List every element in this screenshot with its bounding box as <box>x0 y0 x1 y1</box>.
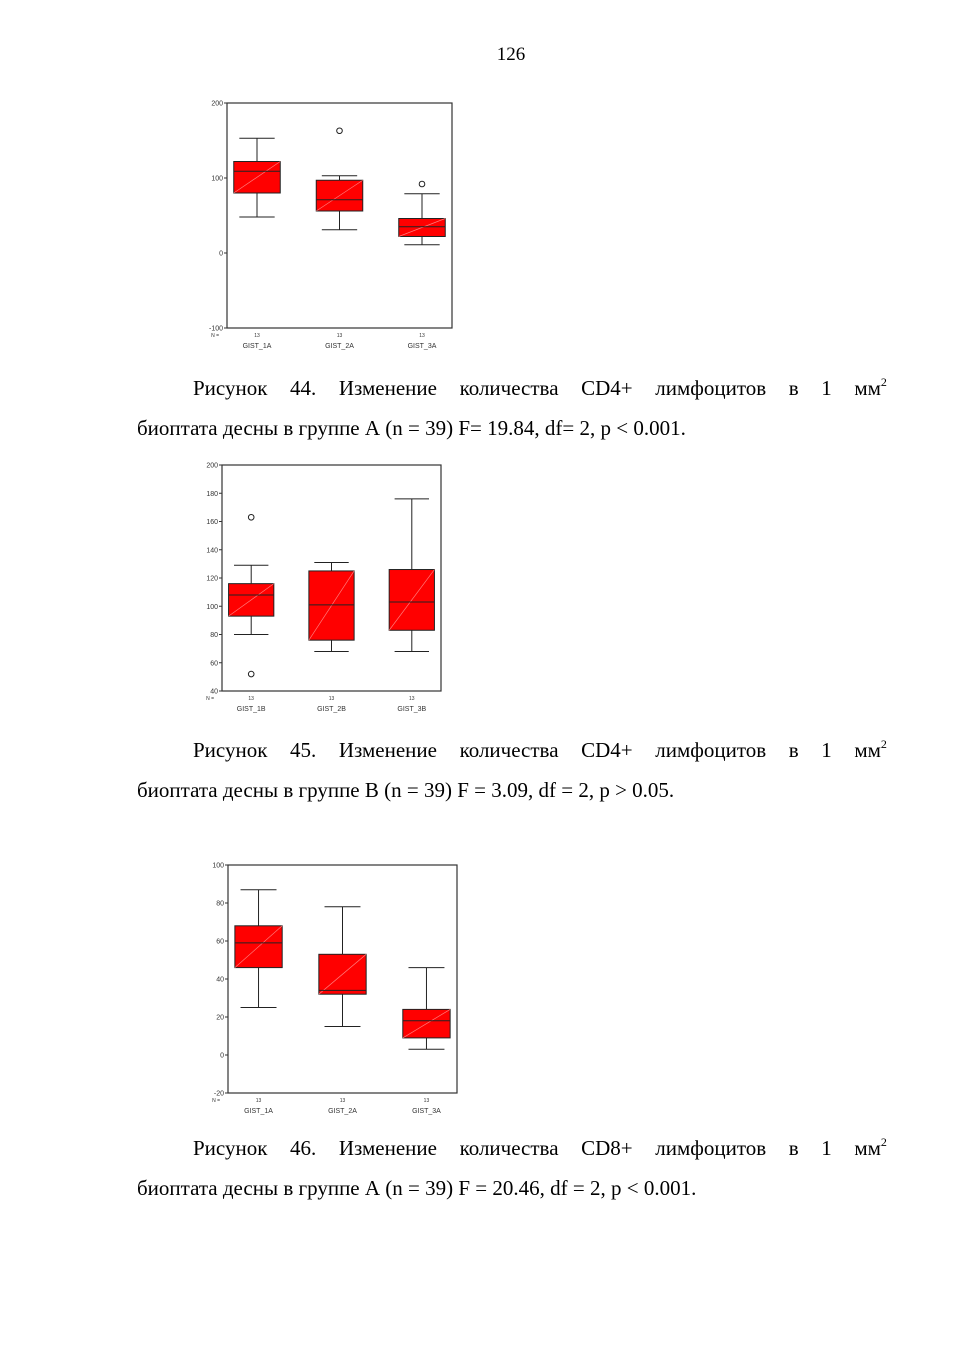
y-tick-label: 0 <box>219 250 223 258</box>
caption-word: Изменение <box>338 738 437 762</box>
y-tick-label: 60 <box>210 660 218 668</box>
caption-word: лимфоцитов <box>655 738 767 762</box>
caption-word: количества <box>459 1136 559 1160</box>
caption-line-2: биоптата десны в группе А (n = 39) F = 20.46, df = 2, p < 0.001. <box>137 1176 697 1200</box>
category-label: GIST_3B <box>397 706 427 713</box>
n-value: 13 <box>254 333 260 339</box>
n-value: 13 <box>248 696 254 702</box>
y-tick-label: -20 <box>213 1090 224 1098</box>
n-value: 13 <box>336 333 343 339</box>
caption-line-1 <box>137 730 887 770</box>
caption-word: CD8+ <box>581 1136 633 1160</box>
n-value: 13 <box>328 696 335 702</box>
caption-line-2: биоптата десны в группе В (n = 39) F = 3.09, df = 2, p > 0.05. <box>137 778 675 802</box>
caption-line-2: биоптата десны в группе А (n = 39) F= 19.84, df= 2, p < 0.001. <box>137 416 686 440</box>
figure-45-caption <box>137 730 887 810</box>
caption-word: 1 <box>821 738 832 762</box>
caption-word: Рисунок <box>193 376 268 400</box>
caption-word: 46. <box>290 1136 317 1160</box>
caption-unit-text: мм <box>854 1136 881 1160</box>
category-label: GIST_1A <box>242 343 272 350</box>
caption-word: Изменение <box>338 1136 437 1160</box>
caption-word: 44. <box>290 376 317 400</box>
y-tick-label: 0 <box>220 1052 224 1060</box>
y-tick-label: 80 <box>210 632 218 639</box>
n-value: 13 <box>255 1098 262 1104</box>
y-tick-label: 100 <box>211 175 223 183</box>
y-tick-label: 40 <box>216 976 224 984</box>
boxplot-chart-figure-45 <box>195 457 455 719</box>
y-tick-label: 80 <box>216 900 224 908</box>
y-tick-label: 100 <box>206 603 218 611</box>
caption-word: в <box>788 738 799 762</box>
y-tick-label: 160 <box>206 519 218 526</box>
caption-unit-superscript: 2 <box>880 737 887 751</box>
caption-unit-superscript: 2 <box>880 1135 887 1149</box>
y-tick-label: 200 <box>211 100 223 108</box>
caption-word: CD4+ <box>581 376 633 400</box>
caption-word: Рисунок <box>193 738 268 762</box>
n-value: 13 <box>339 1098 346 1104</box>
category-label: GIST_1A <box>244 1108 273 1115</box>
caption-unit-superscript: 2 <box>880 375 887 389</box>
figure-44-caption <box>137 368 887 448</box>
n-label: N = <box>206 696 214 702</box>
n-value: 13 <box>423 1098 430 1104</box>
n-value: 13 <box>419 333 425 339</box>
n-label: N = <box>211 333 219 339</box>
y-tick-label: 60 <box>216 938 224 946</box>
boxplot-chart-figure-44 <box>195 95 470 360</box>
caption-word: 45. <box>290 738 317 762</box>
category-label: GIST_2B <box>317 706 346 713</box>
page-number: 126 <box>496 44 526 65</box>
category-label: GIST_3A <box>407 343 437 350</box>
n-value: 13 <box>409 696 415 702</box>
caption-word: лимфоцитов <box>655 1136 767 1160</box>
y-tick-label: 40 <box>210 688 218 696</box>
caption-word: CD4+ <box>581 738 633 762</box>
y-tick-label: 180 <box>206 490 218 498</box>
caption-line-1 <box>137 1128 887 1168</box>
y-tick-label: 200 <box>206 462 218 470</box>
caption-word: 1 <box>821 1136 832 1160</box>
caption-word: в <box>788 1136 799 1160</box>
n-label: N = <box>212 1098 220 1104</box>
y-tick-label: 20 <box>216 1014 224 1022</box>
caption-unit-text: мм <box>854 738 881 762</box>
caption-word: Изменение <box>338 376 437 400</box>
caption-word: лимфоцитов <box>655 376 767 400</box>
category-label: GIST_2A <box>325 343 354 350</box>
caption-word: количества <box>459 738 559 762</box>
caption-word: 1 <box>821 376 832 400</box>
y-tick-label: 120 <box>206 575 218 583</box>
caption-unit <box>854 1128 887 1168</box>
caption-line-1 <box>137 368 887 408</box>
caption-word: в <box>788 376 799 400</box>
caption-unit <box>854 368 887 408</box>
y-tick-label: -100 <box>208 325 223 333</box>
category-label: GIST_2A <box>328 1108 357 1115</box>
figure-46-caption <box>137 1128 887 1208</box>
boxplot-chart-figure-46 <box>195 857 470 1122</box>
y-tick-label: 140 <box>206 547 218 555</box>
category-label: GIST_3A <box>412 1108 441 1115</box>
caption-word: Рисунок <box>193 1136 268 1160</box>
caption-word: количества <box>459 376 559 400</box>
caption-unit-text: мм <box>854 376 881 400</box>
category-label: GIST_1B <box>236 706 266 713</box>
caption-unit <box>854 730 887 770</box>
y-tick-label: 100 <box>212 862 224 870</box>
